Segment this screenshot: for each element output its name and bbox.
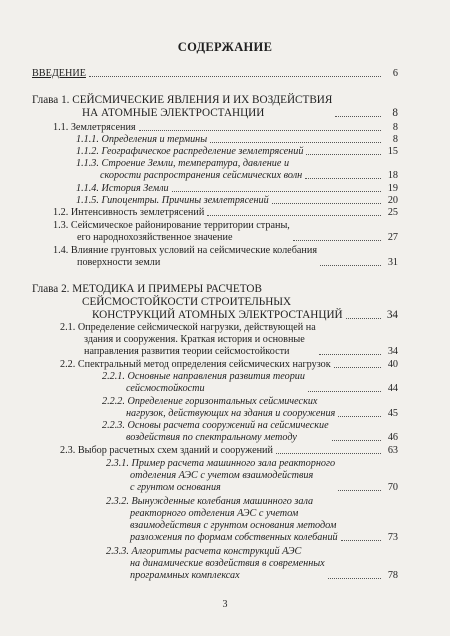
toc-entry — [32, 94, 398, 120]
dot-leader — [272, 203, 381, 204]
toc-page-number: 78 — [387, 570, 398, 581]
toc-entry — [32, 283, 398, 322]
toc-entry-text: 2.2.1. Основные направления развития теории — [102, 371, 305, 382]
toc-entry-text: 2.2.2. Определение горизонтальных сейсмических — [102, 396, 318, 407]
toc-entry-text: нагрузок, действующих на здания и сооружения — [126, 408, 336, 419]
dot-leader — [341, 540, 381, 541]
toc-page-number: 8 — [392, 107, 398, 119]
dot-leader — [293, 240, 381, 241]
toc-page-number: 27 — [387, 232, 398, 243]
toc-page-number: 45 — [387, 408, 398, 419]
toc-entry-text: 2.3.3. Алгоритмы расчета конструкций АЭС — [106, 546, 302, 557]
toc-page-number: 70 — [387, 482, 398, 493]
dot-leader — [346, 318, 381, 319]
toc-entry-text: реакторного отделения АЭС с учетом — [130, 508, 299, 519]
toc-entry — [53, 122, 398, 134]
dot-leader — [306, 154, 381, 155]
dot-leader — [139, 130, 381, 131]
toc-entry-text: 1.4. Влияние грунтовых условий на сейсмические колебания — [53, 245, 318, 256]
toc-entry-text: 1.1. Землетрясения — [53, 122, 136, 133]
toc-page-number: 18 — [387, 170, 398, 181]
toc-entry-text: 1.1.4. История Земли — [76, 183, 169, 194]
dot-leader — [276, 453, 381, 454]
page-title: СОДЕРЖАНИЕ — [177, 40, 273, 54]
toc-entry-text: 2.3.1. Пример расчета машинного зала реакторного — [106, 458, 336, 469]
toc-entry-text: его народнохозяйственное значение — [77, 232, 233, 243]
toc-page-number: 6 — [392, 68, 398, 79]
toc-entry-text: НА АТОМНЫЕ ЭЛЕКТРОСТАНЦИИ — [82, 107, 265, 119]
toc-entry-text: 1.1.5. Гипоцентры. Причины землетрясений — [76, 195, 269, 206]
toc-page-number: 34 — [387, 346, 398, 357]
toc-entry-text: отделения АЭС с учетом взаимодействия — [130, 470, 314, 481]
toc-entry-text: 1.3. Сейсмическое районирование территории страны, — [53, 220, 290, 231]
toc-entry — [76, 195, 398, 207]
toc-entry — [106, 496, 398, 544]
toc-entry-text: на динамические воздействия в современных — [130, 558, 325, 569]
dot-leader — [332, 440, 381, 441]
dot-leader — [335, 116, 381, 117]
toc-entry-text: 1.2. Интенсивность землетрясений — [53, 207, 205, 218]
dot-leader — [172, 191, 381, 192]
toc-page-number: 73 — [387, 532, 398, 543]
toc-entry-text: КОНСТРУКЦИЙ АТОМНЫХ ЭЛЕКТРОСТАНЦИЙ — [92, 309, 343, 321]
dot-leader — [338, 490, 381, 491]
toc-page-number: 8 — [392, 134, 398, 145]
toc-entry-text: 2.2.3. Основы расчета сооружений на сейсмические — [102, 420, 329, 431]
toc-entry — [76, 134, 398, 146]
toc-page-number: 46 — [387, 432, 398, 443]
toc-entry — [53, 220, 398, 244]
toc-entry-text: с грунтом основания — [130, 482, 221, 493]
toc-page-number: 44 — [387, 383, 398, 394]
toc-entry — [102, 371, 398, 395]
dot-leader — [320, 265, 381, 266]
toc-page-number: 63 — [387, 445, 398, 456]
dot-leader — [328, 578, 381, 579]
toc-entry-text: 1.1.2. Географическое распределение землетрясений — [76, 146, 304, 157]
toc-page-number: 34 — [386, 309, 398, 321]
toc-page-number: 19 — [387, 183, 398, 194]
toc-entry-text: Глава 1. СЕЙСМИЧЕСКИЕ ЯВЛЕНИЯ И ИХ ВОЗДЕЙСТВИЯ — [32, 94, 333, 106]
toc-entry-text: 2.2. Спектральный метод определения сейсмических нагрузок — [60, 359, 331, 370]
toc-entry — [102, 420, 398, 444]
toc-entry — [60, 322, 398, 358]
dot-leader — [207, 215, 381, 216]
dot-leader — [334, 367, 381, 368]
toc-entry — [60, 359, 398, 371]
toc-entry-text: программных комплексах — [130, 570, 240, 581]
dot-leader — [338, 416, 381, 417]
toc-entry — [106, 546, 398, 582]
toc-entry-text: взаимодействия с грунтом основания методом — [130, 520, 337, 531]
toc-entry — [102, 396, 398, 420]
toc-entry-text: СЕЙСМОСТОЙКОСТИ СТРОИТЕЛЬНЫХ — [82, 296, 292, 308]
toc-entry-text: 2.3.2. Вынужденные колебания машинного зала — [106, 496, 314, 507]
toc-entry — [60, 445, 398, 457]
toc-page-number: 40 — [387, 359, 398, 370]
toc-entry — [76, 183, 398, 195]
toc-entry-text: поверхности земли — [77, 257, 161, 268]
toc-entry — [53, 207, 398, 219]
dot-leader — [308, 391, 381, 392]
toc-entry-text: здания и сооружения. Краткая история и основные — [84, 334, 305, 345]
toc-entry-text: разложения по формам собственных колебаний — [130, 532, 338, 543]
toc-page-number: 31 — [387, 257, 398, 268]
toc-entry-text: сейсмостойкости — [126, 383, 205, 394]
toc-page-number: 20 — [387, 195, 398, 206]
toc-entry-text: скорости распространения сейсмических волн — [100, 170, 303, 181]
toc-page-number: 15 — [387, 146, 398, 157]
toc-entry-text: 1.1.3. Строение Земли, температура, давление и — [76, 158, 290, 169]
toc-entry-text: направления развития теории сейсмостойкости — [84, 346, 290, 357]
toc-entry-text: Глава 2. МЕТОДИКА И ПРИМЕРЫ РАСЧЕТОВ — [32, 283, 262, 295]
toc-entry-text: ВВЕДЕНИЕ — [32, 68, 86, 79]
toc-entry-text: 2.3. Выбор расчетных схем зданий и сооружений — [60, 445, 273, 456]
page-number: 3 — [222, 599, 228, 610]
dot-leader — [210, 142, 381, 143]
toc-entry-text: воздействия по спектральному методу — [126, 432, 297, 443]
toc-page-number: 25 — [387, 207, 398, 218]
toc-entry — [106, 458, 398, 494]
toc-entry-text: 2.1. Определение сейсмической нагрузки, действующей на — [60, 322, 316, 333]
toc-entry — [76, 158, 398, 182]
dot-leader — [319, 354, 381, 355]
dot-leader — [305, 178, 381, 179]
toc-entry — [53, 245, 398, 269]
toc-entry — [76, 146, 398, 158]
toc-entry — [32, 68, 398, 80]
toc-entry-text: 1.1.1. Определения и термины — [76, 134, 208, 145]
toc-page-number: 8 — [392, 122, 398, 133]
dot-leader — [89, 76, 381, 77]
